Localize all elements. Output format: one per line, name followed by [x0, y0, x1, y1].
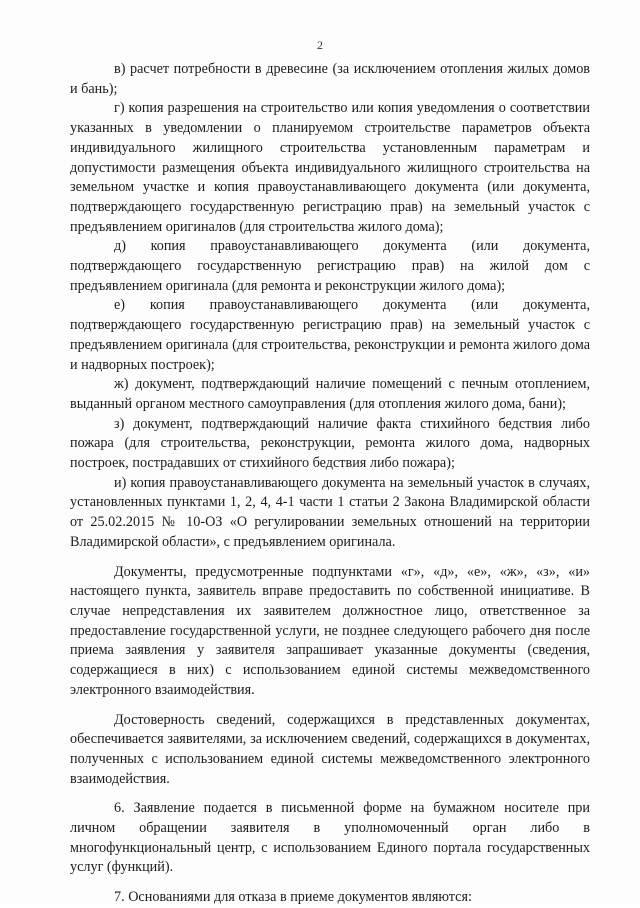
paragraph-section-7: 7. Основаниями для отказа в приеме документов являются:: [114, 889, 472, 906]
page-number: 2: [317, 38, 323, 52]
paragraph-item-v: в) расчет потребности в древесине (за исключением отопления жилых домов и бань);: [70, 61, 590, 97]
paragraph-item-i: и) копия правоустанавливающего документа на земельный участок в случаях, установленных пунктами 1, 2, 4, 4-1 части 1 статьи 2 Закона Владимирской области от 25.02.2015 № 10-ОЗ «О регулировании земельных отношений на территории Владимирской области», с предъявлением оригинала.: [70, 474, 590, 550]
document-body: [70, 60, 590, 908]
paragraph-item-zh: ж) документ, подтверждающий наличие помещений с печным отоплением, выданный органом местного самоуправления (для отопления жилого дома, бани);: [70, 376, 590, 412]
paragraph-reliability: Достоверность сведений, содержащихся в представленных документах, обеспечивается заявителями, за исключением сведений, содержащихся в документах, полученных с использованием единой системы межведомственного электронного взаимодействия.: [70, 711, 590, 787]
paragraph-initiative-documents: Документы, предусмотренные подпунктами «г», «д», «е», «ж», «з», «и» настоящего пункта, заявитель вправе предоставить по собственной инициативе. В случае непредставления их заявителем должностное лицо, ответственное за предоставление государственной услуги, не позднее следующего рабочего дня после приема заявления у заявителя запрашивает указанные документы (сведения, содержащиеся в них) с использованием единой системы межведомственного электронного взаимодействия.: [70, 563, 590, 698]
paragraph-section-6: 6. Заявление подается в письменной форме на бумажном носителе при личном обращении заявителя в уполномоченный орган либо в многофункциональный центр, с использованием Единого портала государственных услуг (функций).: [70, 800, 590, 876]
paragraph-item-g: г) копия разрешения на строительство или копия уведомления о соответствии указанных в уведомлении о планируемом строительстве параметров объекта индивидуального жилищного строительства установленным параметрам и допустимости размещения объекта индивидуального жилищного строительства на земельном участке и копия правоустанавливающего документа (или документа, подтверждающего государственную регистрацию прав) на земельный участок с предъявлением оригиналов (для строительства жилого дома);: [70, 100, 590, 235]
paragraph-item-d: д) копия правоустанавливающего документа (или документа, подтверждающего государственную регистрацию прав) на жилой дом с предъявлением оригинала (для ремонта и реконструкции жилого дома);: [70, 238, 590, 294]
paragraph-item-z: з) документ, подтверждающий наличие факта стихийного бедствия либо пожара (для строительства, реконструкции, ремонта жилого дома, надворных построек, пострадавших от стихийного бедствия либо пожара);: [70, 415, 590, 472]
paragraph-item-e: е) копия правоустанавливающего документа (или документа, подтверждающего государственную регистрацию прав) на земельный участок с предъявлением оригинала (для строительства, реконструкции и ремонта жилого дома и надворных построек);: [70, 297, 590, 373]
